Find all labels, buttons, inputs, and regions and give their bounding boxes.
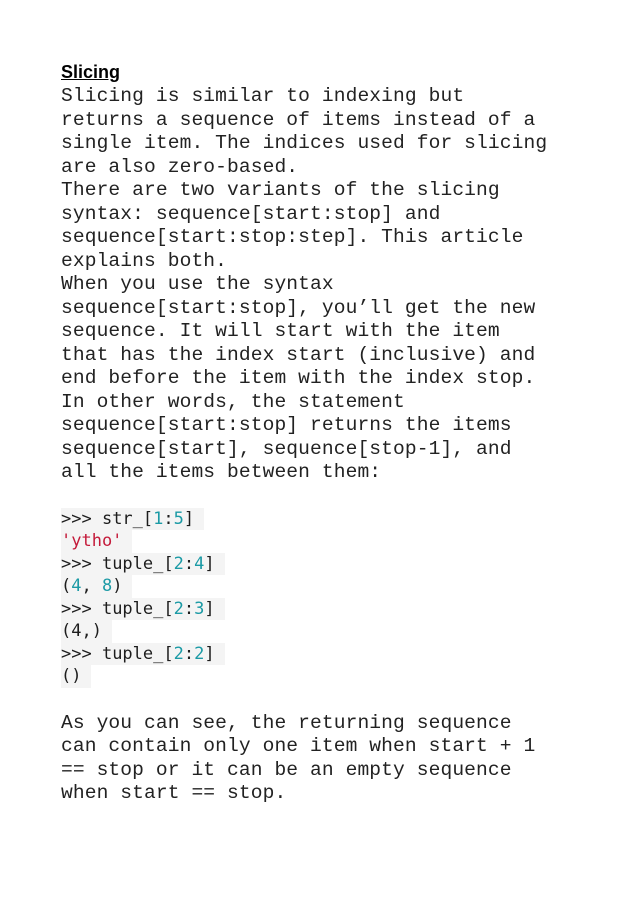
text-line: sequence[start], sequence[stop-1], and [61,437,512,460]
code-line: >>> str_[1:5] [61,508,204,531]
text-line: == stop or it can be an empty sequence [61,758,512,781]
text-line: can contain only one item when start + 1 [61,735,536,757]
text-line: end before the item with the index stop. [61,367,536,389]
code-line: >>> tuple_[2:2] [61,643,225,666]
text-line: are also zero-based. [61,155,299,178]
text-line: sequence[start:stop] returns the items [61,414,512,436]
text-line: explains both. [61,249,228,272]
text-line: syntax: sequence[start:stop] and [61,202,441,225]
paragraph-syntax [61,273,601,485]
text-line: when start == stop. [61,782,287,804]
text-line: that has the index start (inclusive) and [61,343,536,366]
code-row [61,598,601,621]
text-line: returns a sequence of items instead of a [61,108,536,131]
document-page [61,61,601,806]
text-line: all the items between them: [61,461,382,483]
code-row [61,665,601,688]
text-line: sequence[start:stop], you’ll get the new [61,296,536,319]
text-line: sequence[start:stop:step]. This article [61,226,524,248]
section-heading: Slicing [61,62,121,82]
code-line: >>> tuple_[2:3] [61,598,225,621]
text-line: There are two variants of the slicing [61,179,500,201]
code-line: (4, 8) [61,575,132,598]
code-row [61,508,601,531]
paragraph-intro [61,85,601,179]
code-line: (4,) [61,620,112,643]
code-line: () [61,665,91,688]
paragraph-conclusion [61,712,601,806]
code-row [61,575,601,598]
text-line: single item. The indices used for slicing [61,132,548,154]
code-line: 'ytho' [61,530,132,553]
text-line: When you use the syntax [61,273,334,295]
paragraph-variants [61,179,601,273]
text-line: As you can see, the returning sequence [61,711,512,734]
text-line: sequence. It will start with the item [61,320,500,342]
code-row [61,553,601,576]
code-block [61,508,601,688]
text-line: In other words, the statement [61,390,405,413]
text-line: Slicing is similar to indexing but [61,85,465,107]
code-row [61,643,601,666]
code-row [61,620,601,643]
code-line: >>> tuple_[2:4] [61,553,225,576]
code-row [61,530,601,553]
